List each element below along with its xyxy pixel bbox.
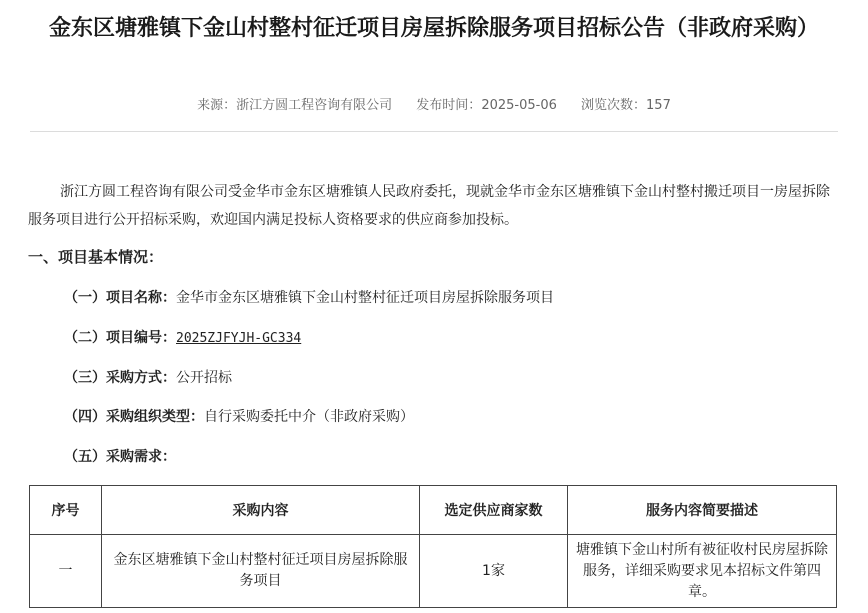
procurement-demand-label: （五）采购需求：	[64, 449, 176, 465]
col-header-content: 采购内容	[102, 486, 420, 535]
article-meta	[0, 94, 868, 113]
project-name-line	[64, 287, 554, 307]
cell-supplier-count: 1家	[420, 535, 568, 608]
project-name-value: 金华市金东区塘雅镇下金山村整村征迁项目房屋拆除服务项目	[176, 290, 554, 306]
procurement-method-line	[64, 367, 232, 387]
meta-source-value: 浙江方圆工程咨询有限公司	[236, 98, 393, 113]
col-header-index: 序号	[30, 486, 102, 535]
cell-index: 一	[30, 535, 102, 608]
col-header-supplier-count: 选定供应商家数	[420, 486, 568, 535]
organization-type-line	[64, 406, 414, 426]
table-row	[30, 535, 837, 608]
procurement-method-label: （三）采购方式：	[64, 370, 176, 386]
cell-description: 塘雅镇下金山村所有被征收村民房屋拆除服务，详细采购要求见本招标文件第四章。	[568, 535, 837, 608]
project-code-label: （二）项目编号：	[64, 330, 176, 346]
requirements-table	[29, 485, 837, 608]
section-heading: 一、项目基本情况：	[28, 248, 164, 266]
project-code-link[interactable]: 2025ZJFYJH-GC334	[176, 331, 302, 346]
project-name-label: （一）项目名称：	[64, 290, 176, 306]
meta-views-label: 浏览次数：	[581, 98, 647, 113]
meta-views	[581, 98, 671, 113]
meta-views-value: 157	[646, 98, 671, 113]
meta-date-value: 2025-05-06	[481, 98, 557, 113]
project-code-line	[64, 327, 301, 347]
page-title: 金东区塘雅镇下金山村整村征迁项目房屋拆除服务项目招标公告（非政府采购）	[48, 16, 819, 41]
meta-source-label: 来源：	[197, 98, 237, 113]
procurement-method-value: 公开招标	[176, 370, 232, 386]
organization-type-label: （四）采购组织类型：	[64, 409, 204, 425]
title-divider	[30, 131, 838, 132]
col-header-description: 服务内容简要描述	[568, 486, 837, 535]
meta-date	[416, 98, 557, 113]
meta-date-label: 发布时间：	[416, 98, 482, 113]
table-header-row	[30, 486, 837, 535]
procurement-demand-line	[64, 446, 176, 466]
cell-content: 金东区塘雅镇下金山村整村征迁项目房屋拆除服务项目	[102, 535, 420, 608]
intro-paragraph: 浙江方圆工程咨询有限公司受金华市金东区塘雅镇人民政府委托，现就金华市金东区塘雅镇下金山村整村搬迁项目一房屋拆除服务项目进行公开招标采购，欢迎国内满足投标人资格要求的供应商参加投标。	[28, 184, 830, 228]
organization-type-value: 自行采购委托中介（非政府采购）	[204, 409, 414, 425]
meta-source	[197, 98, 392, 113]
